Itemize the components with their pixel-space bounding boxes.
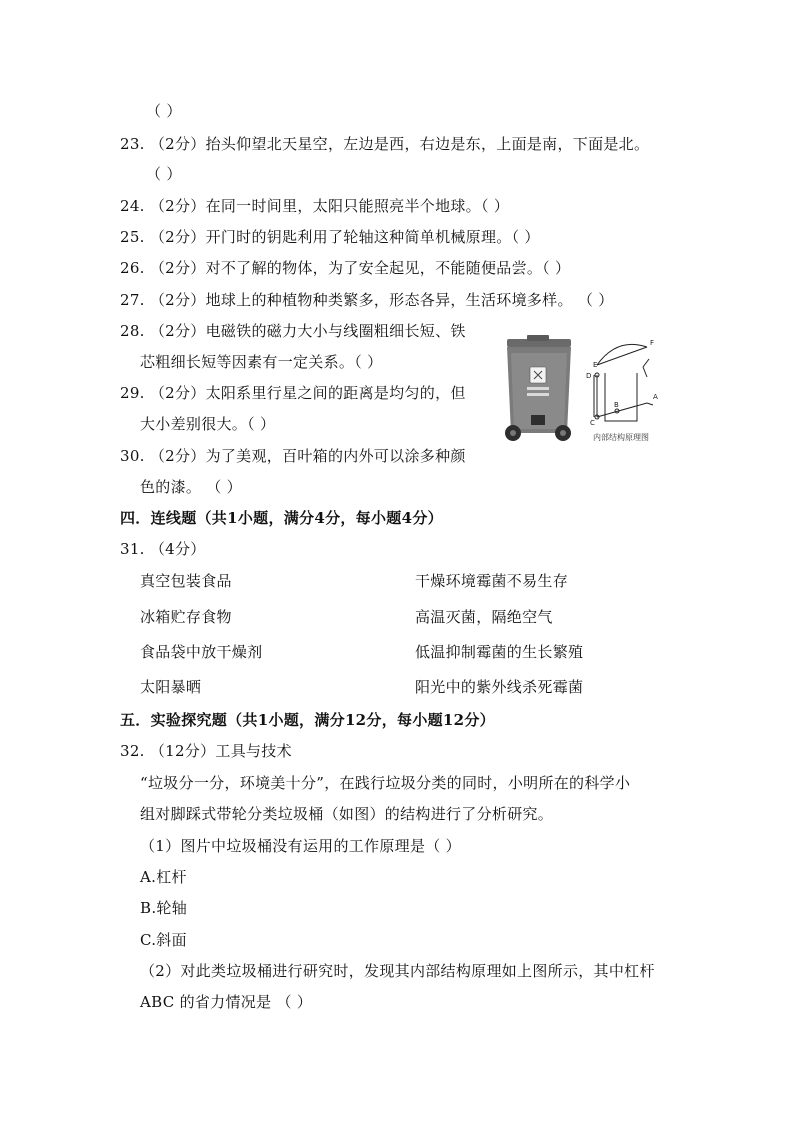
question-29: 29. （2分）太阳系里行星之间的距离是均匀的，但 <box>120 384 466 402</box>
label-d: D <box>586 372 592 380</box>
question-32: 32. （12分）工具与技术 <box>120 742 292 760</box>
match-right-4: 阳光中的紫外线杀死霉菌 <box>415 678 584 696</box>
option-c: C.斜面 <box>140 931 187 949</box>
trash-bin-figure <box>497 333 675 445</box>
match-right-1: 干燥环境霉菌不易生存 <box>415 572 569 590</box>
question-31: 31. （4分） <box>120 540 206 558</box>
question-32-intro-cont: 组对脚踩式带轮分类垃圾桶（如图）的结构进行了分析研究。 <box>140 805 554 823</box>
question-30: 30. （2分）为了美观，百叶箱的内外可以涂多种颜 <box>120 447 466 465</box>
question-28-cont: 芯粗细长短等因素有一定关系。（ ） <box>140 353 383 371</box>
question-32-part-2-cont: ABC 的省力情况是 （ ） <box>140 993 313 1011</box>
match-left-4: 太阳暴晒 <box>140 678 202 696</box>
section-4-heading: 四．连线题（共1小题，满分4分，每小题4分） <box>120 509 443 527</box>
question-32-part-1: （1）图片中垃圾桶没有运用的工作原理是（ ） <box>140 837 461 855</box>
question-29-cont: 大小差别很大。（ ） <box>140 415 276 433</box>
question-26: 26. （2分）对不了解的物体，为了安全起见，不能随便品尝。（ ） <box>120 259 571 277</box>
question-23: 23. （2分）抬头仰望北天星空，左边是西，右边是东，上面是南，下面是北。 <box>120 135 650 153</box>
question-24: 24. （2分）在同一时间里，太阳只能照亮半个地球。（ ） <box>120 197 510 215</box>
label-a: A <box>653 393 658 401</box>
match-right-2: 高温灭菌，隔绝空气 <box>415 608 553 626</box>
match-left-1: 真空包装食品 <box>140 572 232 590</box>
option-a: A.杠杆 <box>140 868 187 886</box>
trash-bin-photo <box>505 335 571 441</box>
question-32-part-2: （2）对此类垃圾桶进行研究时，发现其内部结构原理如上图所示，其中杠杆 <box>140 962 655 980</box>
question-28: 28. （2分）电磁铁的磁力大小与线圈粗细长短、铁 <box>120 322 466 340</box>
match-left-3: 食品袋中放干燥剂 <box>140 643 263 661</box>
internal-structure-diagram <box>594 344 653 421</box>
answer-blank-23: （ ） <box>146 165 182 183</box>
label-b: B <box>614 401 619 409</box>
question-25: 25. （2分）开门时的钥匙利用了轮轴这种简单机械原理。（ ） <box>120 228 540 246</box>
match-right-3: 低温抑制霉菌的生长繁殖 <box>415 643 584 661</box>
question-32-intro: “垃圾分一分，环境美十分”，在践行垃圾分类的同时，小明所在的科学小 <box>140 774 631 792</box>
match-left-2: 冰箱贮存食物 <box>140 608 232 626</box>
option-b: B.轮轴 <box>140 899 187 917</box>
label-e: E <box>593 361 598 369</box>
label-c: C <box>590 419 595 427</box>
question-30-cont: 色的漆。 （ ） <box>140 478 242 496</box>
figure-caption: 内部结构原理图 <box>593 433 649 442</box>
answer-blank-22: （ ） <box>146 102 182 120</box>
label-f: F <box>650 339 655 347</box>
section-5-heading: 五．实验探究题（共1小题，满分12分，每小题12分） <box>120 711 495 729</box>
trash-bin-illustration <box>497 333 675 445</box>
question-27: 27. （2分）地球上的种植物种类繁多，形态各异，生活环境多样。 （ ） <box>120 291 614 309</box>
